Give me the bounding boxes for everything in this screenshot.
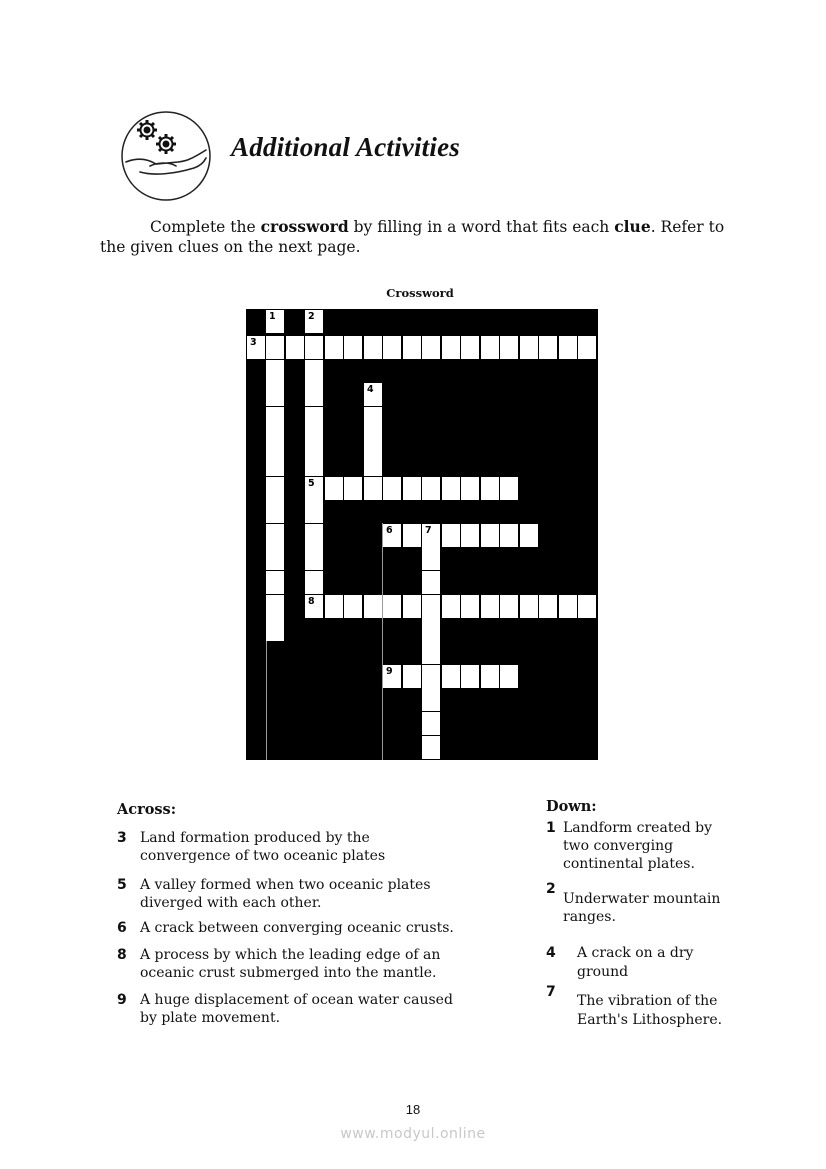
cell-number: 4 [367,384,374,395]
crossword-cell[interactable] [305,383,323,406]
crossword-cell[interactable] [305,453,323,476]
clue-text: A huge displacement of ocean water caused [140,992,453,1008]
crossword-cell[interactable] [461,524,479,547]
crossword-cell[interactable] [325,477,343,500]
crossword-cell[interactable] [266,618,284,641]
clue-number: 7 [546,984,556,1000]
crossword-cell[interactable] [383,595,401,618]
clue-text: A valley formed when two oceanic plates [140,877,431,893]
crossword-cell[interactable] [578,595,596,618]
crossword-cell[interactable] [422,618,440,641]
cell-number: 9 [386,666,393,677]
crossword-cell[interactable] [266,383,284,406]
crossword-cell[interactable] [305,547,323,570]
down-clue-1 [546,819,761,875]
crossword-cell[interactable] [305,500,323,523]
instructions-paragraph [100,217,730,257]
clue-text: two converging [563,838,674,854]
intro-bold-crossword: crossword [260,217,349,236]
across-heading: Across: [117,801,177,818]
crossword-cell[interactable] [500,524,518,547]
crossword-cell[interactable] [520,336,538,359]
crossword-cell[interactable] [325,336,343,359]
crossword-cell[interactable] [305,430,323,453]
crossword-cell[interactable] [422,547,440,570]
crossword-cell[interactable] [500,595,518,618]
crossword-cell[interactable] [403,477,421,500]
crossword-cell[interactable] [461,477,479,500]
page-number: 18 [405,1102,421,1117]
page-title: Additional Activities [231,132,460,162]
crossword-cell[interactable] [500,665,518,688]
down-clue-2 [546,880,761,928]
clue-text: ground [577,964,629,980]
crossword-cell[interactable] [266,595,284,618]
across-clue-6 [117,919,507,939]
cell-number: 1 [269,311,276,322]
crossword-cell[interactable] [344,336,362,359]
cell-number: 3 [250,337,257,348]
crossword-cell[interactable] [442,477,460,500]
crossword-cell[interactable] [305,524,323,547]
across-clue-9 [117,991,507,1029]
crossword-cell[interactable] [305,407,323,430]
crossword-cell[interactable] [422,712,440,735]
clue-number: 3 [117,830,127,846]
crossword-cell[interactable] [383,524,401,547]
crossword-cell[interactable] [422,641,440,664]
crossword-cell[interactable] [364,430,382,453]
crossword-cell[interactable] [422,477,440,500]
crossword-cell[interactable] [344,477,362,500]
crossword-cell[interactable] [364,383,382,406]
clue-text: Land formation produced by the [140,830,370,846]
crossword-cell[interactable] [266,453,284,476]
crossword-cell[interactable] [481,665,499,688]
crossword-cell[interactable] [481,477,499,500]
crossword-cell[interactable] [364,453,382,476]
crossword-cell[interactable] [364,336,382,359]
crossword-cell[interactable] [305,310,323,333]
crossword-cell[interactable] [266,571,284,594]
crossword-cell[interactable] [500,477,518,500]
crossword-cell[interactable] [364,407,382,430]
crossword-cell[interactable] [266,500,284,523]
crossword-cell[interactable] [559,336,577,359]
crossword-cell[interactable] [266,430,284,453]
crossword-cell[interactable] [500,336,518,359]
crossword-cell[interactable] [461,595,479,618]
clue-number: 5 [117,877,127,893]
crossword-grid [246,309,598,760]
intro-text: by filling in a word that fits each [348,218,615,236]
clue-number: 2 [546,881,556,897]
crossword-cell[interactable] [422,665,440,688]
clue-text: oceanic crust submerged into the mantle. [140,965,437,981]
cell-number: 6 [386,525,393,536]
crossword-cell[interactable] [520,595,538,618]
clue-number: 1 [546,820,556,836]
clue-number: 6 [117,920,127,936]
intro-text: Complete the [150,218,261,236]
clue-number: 9 [117,992,127,1008]
crossword-cell[interactable] [559,595,577,618]
clue-text: ranges. [563,909,616,925]
crossword-cell[interactable] [539,595,557,618]
crossword-cell[interactable] [266,477,284,500]
crossword-cell[interactable] [422,595,440,618]
crossword-cell[interactable] [422,736,440,759]
crossword-cell[interactable] [364,477,382,500]
crossword-cell[interactable] [422,524,440,547]
crossword-cell[interactable] [422,336,440,359]
clue-text: The vibration of the [577,993,718,1009]
crossword-cell[interactable] [403,524,421,547]
crossword-cell[interactable] [403,336,421,359]
clue-text: by plate movement. [140,1010,281,1026]
crossword-cell[interactable] [383,665,401,688]
crossword-cell[interactable] [442,665,460,688]
crossword-cell[interactable] [247,336,265,359]
crossword-cell[interactable] [266,407,284,430]
clue-text: A crack between converging oceanic crusts. [140,920,454,936]
gears-hand-icon [120,110,212,202]
clue-text: Underwater mountain [563,891,721,907]
clue-text: diverged with each other. [140,895,322,911]
cell-number: 8 [308,596,315,607]
crossword-cell[interactable] [344,595,362,618]
crossword-cell[interactable] [305,336,323,359]
crossword-cell[interactable] [481,336,499,359]
across-clue-8 [117,946,507,984]
down-clue-7 [546,983,761,1031]
crossword-cell[interactable] [266,547,284,570]
crossword-cell[interactable] [364,595,382,618]
clue-text: Landform created by [563,820,713,836]
crossword-cell[interactable] [383,477,401,500]
down-heading: Down: [546,798,597,815]
clue-text: Earth's Lithosphere. [577,1012,723,1028]
clue-number: 4 [546,945,556,961]
crossword-cell[interactable] [422,688,440,711]
crossword-cell[interactable] [266,336,284,359]
intro-bold-clue: clue [614,217,651,236]
clue-number: 8 [117,947,127,963]
crossword-cell[interactable] [481,524,499,547]
crossword-cell[interactable] [578,336,596,359]
crossword-cell[interactable] [442,595,460,618]
cell-number: 2 [308,311,315,322]
crossword-cell[interactable] [461,665,479,688]
across-clue-3 [117,829,507,867]
crossword-cell[interactable] [442,524,460,547]
clue-text: A crack on a dry [577,945,694,961]
crossword-cell[interactable] [403,595,421,618]
crossword-cell[interactable] [305,571,323,594]
clue-text: continental plates. [563,856,695,872]
watermark: www.modyul.online [340,1126,486,1142]
crossword-cell[interactable] [305,595,323,618]
crossword-cell[interactable] [286,336,304,359]
crossword-cell[interactable] [305,477,323,500]
crossword-title: Crossword [386,286,454,300]
cell-number: 7 [425,525,432,536]
grid-guide-line [266,639,267,760]
crossword-cell[interactable] [442,336,460,359]
crossword-cell[interactable] [461,336,479,359]
crossword-cell[interactable] [422,571,440,594]
clue-text: convergence of two oceanic plates [140,848,386,864]
crossword-cell[interactable] [325,595,343,618]
crossword-cell[interactable] [266,360,284,383]
crossword-cell[interactable] [520,524,538,547]
crossword-cell[interactable] [383,336,401,359]
crossword-cell[interactable] [266,524,284,547]
crossword-cell[interactable] [481,595,499,618]
cell-number: 5 [308,478,315,489]
down-clue-4 [546,944,761,982]
crossword-cell[interactable] [305,360,323,383]
intro-text: . Refer to the given clues on the next page. [100,218,725,256]
crossword-cell[interactable] [403,665,421,688]
grid-guide-line [382,523,383,760]
clue-text: A process by which the leading edge of an [140,947,441,963]
across-clue-5 [117,876,507,914]
crossword-cell[interactable] [266,310,284,333]
crossword-cell[interactable] [539,336,557,359]
